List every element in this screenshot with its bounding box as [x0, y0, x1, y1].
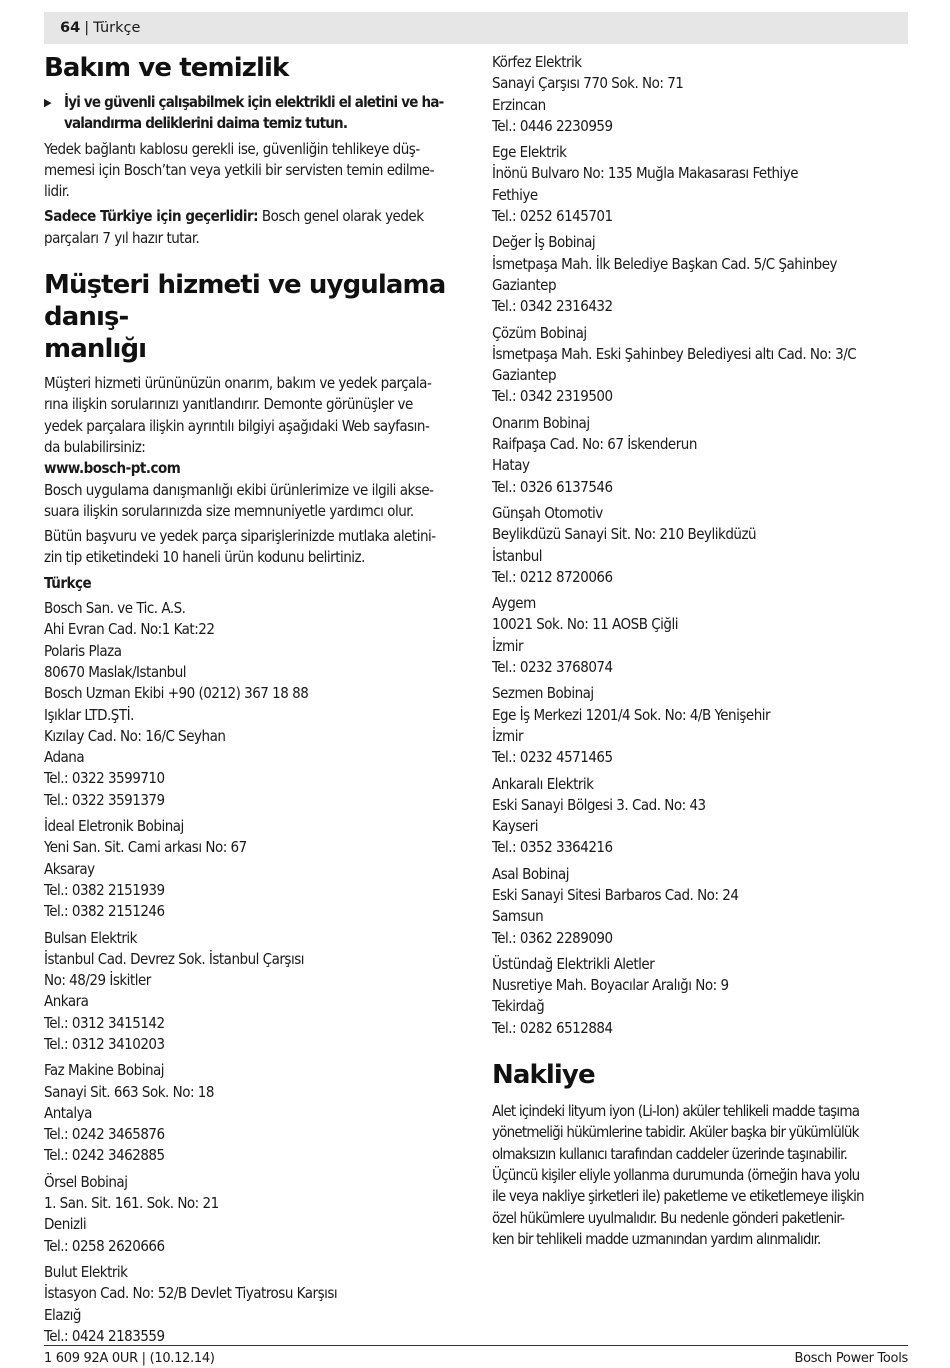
left-column [44, 52, 464, 1352]
text-line: Bosch uygulama danışmanlığı ekibi ürünlerimize ve ilgili akse- [44, 480, 434, 499]
contact-name: Çözüm Bobinaj [492, 323, 587, 342]
contact-line: Nusretiye Mah. Boyacılar Aralığı No: 9 [492, 976, 729, 995]
text-line: olmaksızın kullanıcı tarafından caddeler üzerinde taşınabilir. [492, 1144, 848, 1163]
contact-line: Tel.: 0342 2316432 [492, 297, 613, 316]
service-title [44, 269, 464, 365]
contact-line: Ankara [44, 992, 89, 1011]
text-line: memesi için Bosch’tan veya yetkili bir servisten temin edilme- [44, 160, 434, 179]
contact-name: Faz Makine Bobinaj [44, 1061, 165, 1080]
contact-name: Aygem [492, 594, 536, 613]
contact-line: Işıklar LTD.ŞTİ. [44, 705, 134, 724]
contact-name: Ankaralı Elektrik [492, 774, 594, 793]
text-line: ken bir tehlikeli madde uzmanından yardım alınmalıdır. [492, 1229, 821, 1248]
text-line: zin tip etiketindeki 10 haneli ürün kodunu belirtiniz. [44, 548, 365, 567]
turkey-only-label: Sadece Türkiye için geçerlidir: [44, 207, 259, 226]
maintenance-bullet [44, 92, 464, 135]
contact-line: Denizli [44, 1215, 87, 1234]
contact-line: Tel.: 0232 4571465 [492, 748, 613, 767]
bullet-line: valandırma deliklerini daima temiz tutun. [64, 114, 348, 133]
contact-line: Tel.: 0352 3364216 [492, 838, 613, 857]
contact-line: Bosch Uzman Ekibi +90 (0212) 367 18 88 [44, 684, 309, 703]
contact-line: 10021 Sok. No: 11 AOSB Çiğli [492, 615, 678, 634]
text-line: özel hükümlere uyulmalıdır. Bu nedenle gönderi paketlenir- [492, 1208, 845, 1227]
contact-line: 1. San. Sit. 161. Sok. No: 21 [44, 1194, 219, 1213]
contact-block [492, 593, 910, 678]
service-paragraph [44, 373, 464, 522]
contact-line: Tel.: 0322 3599710 [44, 769, 165, 788]
transport-title: Nakliye [492, 1060, 595, 1091]
transport-paragraph [492, 1101, 910, 1250]
text-line: yedek parçalara ilişkin ayrıntılı bilgiyi aşağıdaki Web sayfasın- [44, 416, 430, 435]
country-heading: Türkçe [44, 573, 92, 592]
text-line: ile veya nakliye şirketleri ile) paketleme ve etiketlemeye ilişkin [492, 1187, 864, 1206]
contact-line: Tel.: 0312 3415142 [44, 1013, 165, 1032]
contact-block [492, 413, 910, 498]
contact-line: Fethiye [492, 185, 538, 204]
contact-line: 80670 Maslak/Istanbul [44, 662, 187, 681]
contact-name: Onarım Bobinaj [492, 413, 590, 432]
text-line: parçaları 7 yıl hazır tutar. [44, 228, 200, 247]
text-line: Üçüncü kişiler eliyle yollanma durumunda (örneğin hava yolu [492, 1165, 860, 1184]
contact-block [492, 52, 910, 137]
contact-line: Tel.: 0342 2319500 [492, 387, 613, 406]
contact-line: İzmir [492, 726, 524, 745]
contact-line: Tel.: 0258 2620666 [44, 1236, 165, 1255]
contact-line: Tel.: 0382 2151939 [44, 880, 165, 899]
contact-name: Değer İş Bobinaj [492, 233, 596, 252]
contact-block [44, 598, 464, 811]
contact-line: Tel.: 0382 2151246 [44, 902, 165, 921]
contact-line: No: 48/29 İskitler [44, 971, 151, 990]
contact-name: Bulsan Elektrik [44, 928, 137, 947]
contact-line: Tel.: 0212 8720066 [492, 567, 613, 586]
contact-name: Günşah Otomotiv [492, 503, 603, 522]
contact-name: Körfez Elektrik [492, 53, 582, 71]
text-line: lidir. [44, 182, 70, 201]
contact-block [492, 774, 910, 859]
text-line: Bosch genel olarak yedek [258, 207, 424, 226]
bullet-triangle-icon: ▶ [44, 96, 51, 109]
order-paragraph [44, 526, 464, 569]
contacts-list-right [492, 52, 910, 1039]
service-title-line: Müşteri hizmeti ve uygulama danış- [44, 270, 446, 333]
header-language: Türkçe [93, 20, 141, 36]
page-header [44, 12, 908, 44]
text-line: rına ilişkin sorularınızı yanıtlandırır. Demonte görünüşler ve [44, 395, 413, 414]
footer-divider [44, 1345, 908, 1346]
contact-block [44, 1172, 464, 1257]
contact-line: Adana [44, 748, 85, 767]
contact-line: Ahi Evran Cad. No:1 Kat:22 [44, 620, 215, 639]
text-line: Bütün başvuru ve yedek parça siparişlerinizde mutlaka aletini- [44, 527, 436, 546]
text-line: suara ilişkin sorularınızda size memnuniyetle yardımcı olur. [44, 501, 414, 520]
text-line: Yedek bağlantı kablosu gerekli ise, güvenliğin tehlikeye düş- [44, 139, 420, 158]
contact-line: Tekirdağ [492, 997, 545, 1016]
contact-line: Tel.: 0252 6145701 [492, 207, 613, 226]
contact-name: Bulut Elektrik [44, 1262, 128, 1281]
contact-line: Gaziantep [492, 366, 557, 385]
contact-line: Antalya [44, 1103, 92, 1122]
contact-line: Tel.: 0232 3768074 [492, 658, 613, 677]
contact-block [44, 1060, 464, 1166]
contact-block [492, 232, 910, 317]
contact-line: Tel.: 0242 3462885 [44, 1146, 165, 1165]
maintenance-title: Bakım ve temizlik [44, 53, 289, 83]
contact-line: Tel.: 0446 2230959 [492, 116, 613, 135]
bullet-line: İyi ve güvenli çalışabilmek için elektrikli el aletini ve ha- [64, 93, 444, 111]
contact-line: Eski Sanayi Sitesi Barbaros Cad. No: 24 [492, 885, 739, 904]
contact-line: Yeni San. Sit. Cami arkası No: 67 [44, 838, 247, 857]
contact-line: Ege İş Merkezi 1201/4 Sok. No: 4/B Yenişehir [492, 705, 771, 724]
contact-line: İzmir [492, 636, 524, 655]
text-line: Müşteri hizmeti ürününüzün onarım, bakım ve yedek parçala- [44, 374, 432, 393]
contact-name: Sezmen Bobinaj [492, 684, 594, 703]
contact-name: Asal Bobinaj [492, 864, 569, 883]
contact-block [492, 323, 910, 408]
maintenance-paragraph [44, 139, 464, 203]
page-number: 64 [60, 20, 81, 36]
header-separator: | [84, 20, 90, 36]
contact-line: Kızılay Cad. No: 16/C Seyhan [44, 726, 226, 745]
contact-line: Gaziantep [492, 275, 557, 294]
contact-line: İnönü Bulvaro No: 135 Muğla Makasarası Fethiye [492, 164, 799, 183]
contact-line: İsmetpaşa Mah. İlk Belediye Başkan Cad. 5/C Şahinbey [492, 254, 838, 273]
contact-line: Raifpaşa Cad. No: 67 İskenderun [492, 435, 697, 454]
contact-name: Bosch San. ve Tic. A.S. [44, 599, 186, 618]
contact-line: İsmetpaşa Mah. Eski Şahinbey Belediyesi altı Cad. No: 3/C [492, 344, 857, 363]
contact-line: Eski Sanayi Bölgesi 3. Cad. No: 43 [492, 795, 706, 814]
contact-line: İstasyon Cad. No: 52/B Devlet Tiyatrosu Karşısı [44, 1284, 338, 1303]
text-line: da bulabilirsiniz: [44, 437, 146, 456]
contact-line: Hatay [492, 456, 530, 475]
footer-brand: Bosch Power Tools [794, 1351, 908, 1366]
contact-block [492, 142, 910, 227]
contact-block [492, 683, 910, 768]
contact-name: Örsel Bobinaj [44, 1172, 128, 1191]
contact-line: Beylikdüzü Sanayi Sit. No: 210 Beylikdüzü [492, 525, 757, 544]
contact-name: Üstündağ Elektrikli Aletler [492, 954, 655, 973]
contact-line: Tel.: 0322 3591379 [44, 790, 165, 809]
text-line: yönetmeliği hükümlerine tabidir. Aküler başka bir yükümlülük [492, 1123, 859, 1142]
contacts-list-left [44, 598, 464, 1347]
right-column [492, 52, 910, 1254]
contact-line: İstanbul Cad. Devrez Sok. İstanbul Çarşısı [44, 949, 304, 968]
contact-line: İstanbul [492, 546, 542, 565]
contact-line: Polaris Plaza [44, 641, 122, 660]
footer-doc-code: 1 609 92A 0UR | (10.12.14) [44, 1351, 215, 1366]
contact-name: İdeal Eletronik Bobinaj [44, 817, 184, 836]
contact-block [492, 864, 910, 949]
contact-line: Tel.: 0242 3465876 [44, 1125, 165, 1144]
contact-line: Aksaray [44, 859, 95, 878]
contact-line: Tel.: 0326 6137546 [492, 477, 613, 496]
contact-line: Sanayi Çarşısı 770 Sok. No: 71 [492, 74, 684, 93]
contact-line: Kayseri [492, 817, 538, 836]
contact-block [44, 816, 464, 922]
contact-line: Tel.: 0362 2289090 [492, 928, 613, 947]
contact-line: Tel.: 0282 6512884 [492, 1018, 613, 1037]
contact-line: Erzincan [492, 95, 546, 114]
text-line: Alet içindeki lityum iyon (Li-Ion) aküler tehlikeli madde taşıma [492, 1102, 860, 1121]
service-title-line: manlığı [44, 334, 147, 365]
contact-block [492, 954, 910, 1039]
contact-line: Sanayi Sit. 663 Sok. No: 18 [44, 1082, 214, 1101]
website-link[interactable]: www.bosch-pt.com [44, 459, 181, 478]
turkey-only-paragraph [44, 206, 464, 249]
contact-line: Samsun [492, 907, 544, 926]
contact-line: Tel.: 0312 3410203 [44, 1034, 165, 1053]
contact-block [44, 1262, 464, 1347]
contact-line: Elazığ [44, 1305, 81, 1324]
contact-line: Tel.: 0424 2183559 [44, 1326, 165, 1345]
contact-name: Ege Elektrik [492, 143, 567, 162]
contact-block [44, 928, 464, 1056]
contact-block [492, 503, 910, 588]
